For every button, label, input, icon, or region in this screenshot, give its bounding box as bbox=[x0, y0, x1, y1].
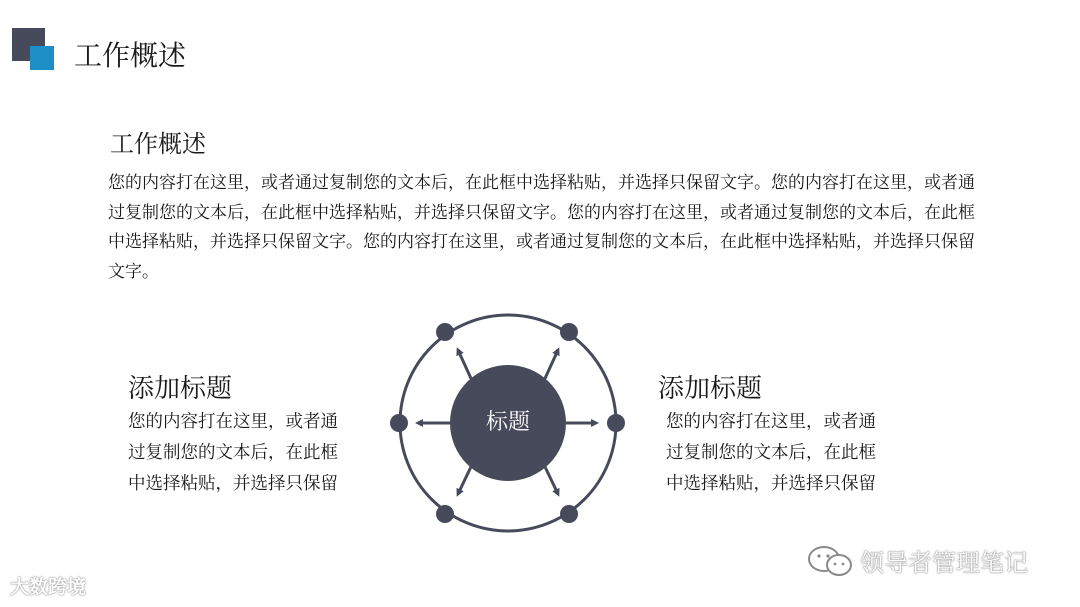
left-block-body: 您的内容打在这里，或者通过复制您的文本后，在此框中选择粘贴，并选择只保留 bbox=[128, 411, 338, 493]
right-block-body: 您的内容打在这里，或者通过复制您的文本后，在此框中选择粘贴，并选择只保留 bbox=[666, 411, 876, 493]
right-block-title: 添加标题 bbox=[658, 373, 763, 403]
page-title: 工作概述 bbox=[74, 40, 187, 71]
overview-heading: 工作概述 bbox=[110, 131, 206, 158]
left-block-title: 添加标题 bbox=[128, 373, 233, 403]
center-node-label: 标题 bbox=[485, 409, 530, 434]
ring-node-bottom-left bbox=[436, 505, 454, 523]
logo-mark bbox=[12, 28, 56, 72]
watermark-right-text: 领导者管理笔记 bbox=[860, 550, 1028, 577]
ring-node-top-left bbox=[436, 323, 454, 341]
ring-node-bottom-right bbox=[560, 505, 578, 523]
logo-square-blue bbox=[30, 46, 54, 70]
overview-body: 您的内容打在这里，或者通过复制您的文本后，在此框中选择粘贴，并选择只保留文字。您的内容打在这里，或者通过复制您的文本后，在此框中选择粘贴，并选择只保留文字。您的内容打在这里，或者通过复制您的文本后，在此框中选择粘贴，并选择只保留文字。您的内容打在这里，或者通过复制您的文本后，在此框中选择粘贴，并选择只保留文字。 bbox=[108, 173, 975, 281]
radial-diagram bbox=[384, 308, 632, 540]
wechat-icon bbox=[806, 544, 856, 578]
watermark-right bbox=[806, 543, 1028, 578]
watermark-left: 大数跨境 bbox=[10, 577, 87, 598]
ring-node-top-right bbox=[560, 323, 578, 341]
